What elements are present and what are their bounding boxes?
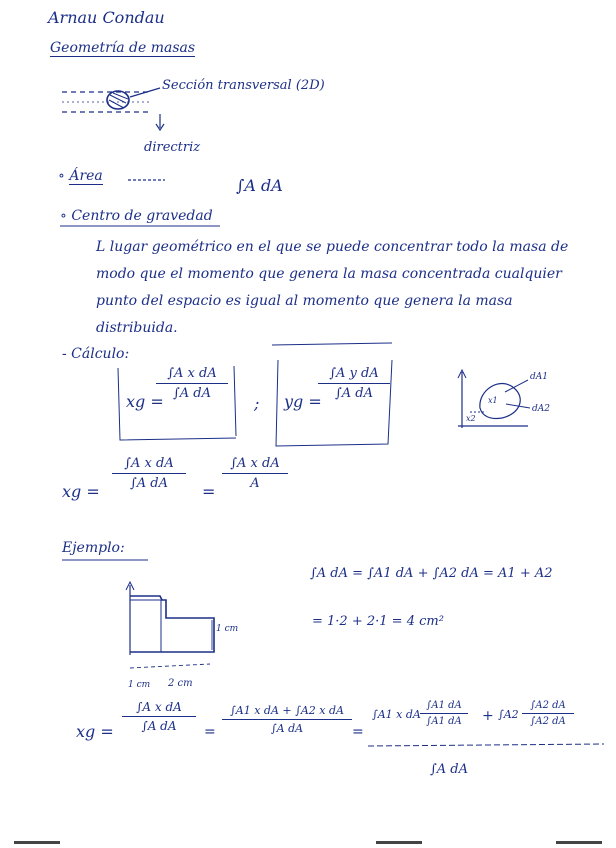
section-label: Sección transversal (2D) — [162, 78, 325, 93]
final-plus: + — [482, 708, 494, 724]
final-term1-numerator: ∫A1 dA — [426, 700, 462, 711]
final-term2: ∫A2 — [498, 708, 519, 721]
final-fraction-2 — [222, 704, 352, 735]
final-lhs: xg = — [76, 722, 114, 741]
ejemplo-sum-line: ∫A dA = ∫A1 dA + ∫A2 dA = A1 + A2 — [310, 566, 553, 581]
fraction-bar — [420, 713, 468, 714]
xg2-lhs: xg = — [62, 482, 100, 501]
scan-edge-mark — [14, 841, 60, 844]
final-fraction-1 — [122, 700, 196, 733]
xg-fraction — [156, 366, 228, 401]
fraction-bar — [222, 473, 288, 474]
fraction-bar — [318, 383, 390, 384]
xg-numerator: ∫A x dA — [167, 366, 217, 381]
bullet-dot: ∘ — [58, 168, 70, 184]
final-equals-2: = — [352, 724, 364, 740]
sketch-x1-label: x1 — [488, 396, 498, 405]
fraction-bar — [112, 473, 186, 474]
formula-separator: ; — [254, 394, 260, 413]
ejemplo-label: Ejemplo: — [62, 540, 125, 556]
final-term1-fraction — [420, 700, 468, 727]
centroid-definition: L lugar geométrico en el que se puede concentrar todo la masa de modo que el momento que genera la masa concentrada cualquier punto del espacio es igual al momento que genera la masa distribuida. — [96, 239, 569, 336]
final-denominator-1: ∫A dA — [141, 719, 177, 733]
xg2-equals: = — [202, 482, 216, 501]
sketch-dA2-label: dA2 — [532, 404, 550, 414]
author-name: Arnau Condau — [48, 8, 165, 27]
bullet-dot: ∘ — [60, 208, 72, 224]
directrix-label: directriz — [144, 140, 201, 155]
xg2-fraction-2 — [222, 456, 288, 491]
final-term2-denominator: ∫A2 dA — [530, 716, 566, 727]
area-label: Área — [69, 168, 103, 184]
xg-denominator: ∫A dA — [172, 386, 211, 401]
centroid-label: Centro de gravedad — [71, 208, 213, 224]
sketch-dA1-label: dA1 — [530, 372, 548, 382]
fraction-bar — [156, 383, 228, 384]
xg-lhs: xg = — [126, 392, 164, 411]
scan-edge-mark — [556, 841, 602, 844]
ejemplo-dim-right: 1 cm — [216, 624, 239, 634]
area-bullet — [58, 168, 103, 184]
ejemplo-result-line: = 1·2 + 2·1 = 4 cm² — [312, 614, 444, 629]
final-term2-numerator: ∫A2 dA — [530, 700, 566, 711]
xg2-denominator-2: A — [250, 476, 260, 491]
yg-numerator: ∫A y dA — [329, 366, 379, 381]
final-big-denominator: ∫A dA — [430, 762, 469, 777]
xg2-fraction-1 — [112, 456, 186, 491]
final-equals-1: = — [204, 724, 216, 740]
calculo-label: - Cálculo: — [62, 346, 130, 362]
ejemplo-dim-bottom-1: 1 cm — [128, 680, 151, 690]
area-formula: ∫A dA — [236, 176, 283, 195]
xg2-denominator-1: ∫A dA — [129, 476, 168, 491]
fraction-bar — [522, 713, 574, 714]
fraction-bar — [122, 716, 196, 717]
yg-fraction — [318, 366, 390, 401]
final-term2-fraction — [522, 700, 574, 727]
centroid-bullet — [60, 208, 213, 224]
xg2-numerator-2: ∫A x dA — [230, 456, 280, 471]
yg-lhs: yg = — [284, 392, 322, 411]
fraction-bar — [222, 719, 352, 720]
final-term1-denominator: ∫A1 dA — [426, 716, 462, 727]
page-title: Geometría de masas — [50, 40, 196, 56]
final-numerator-2: ∫A1 x dA + ∫A2 x dA — [230, 704, 344, 717]
scan-edge-mark — [376, 841, 422, 844]
xg2-numerator-1: ∫A x dA — [124, 456, 174, 471]
final-numerator-1: ∫A x dA — [136, 700, 182, 714]
yg-denominator: ∫A dA — [334, 386, 373, 401]
final-term1: ∫A1 x dA — [372, 708, 421, 721]
ejemplo-dim-bottom-2: 2 cm — [168, 678, 193, 689]
final-denominator-2: ∫A dA — [270, 722, 304, 735]
sketch-x2-label: x2 — [466, 414, 476, 423]
